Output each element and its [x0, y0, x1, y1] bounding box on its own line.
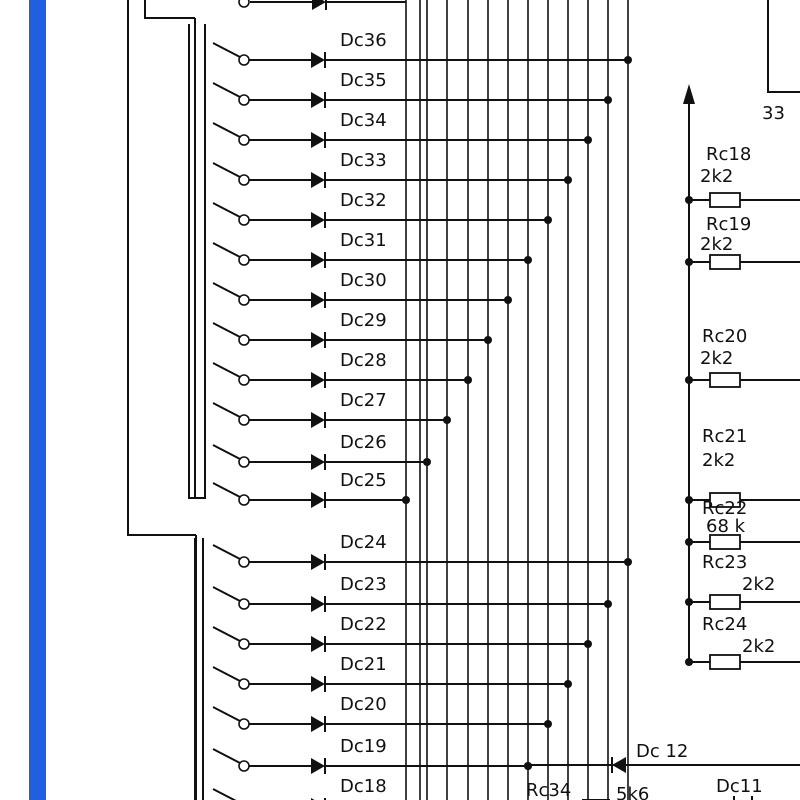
- junction-dot: [564, 680, 572, 688]
- switch-contact: [239, 0, 249, 7]
- diode-label: Dc34: [340, 110, 387, 131]
- diode-label: Dc35: [340, 70, 387, 91]
- switch-blade: [213, 627, 240, 641]
- switch-blade: [213, 123, 240, 137]
- junction-dot: [685, 258, 693, 266]
- diode-triangle: [311, 172, 325, 188]
- dc12-diode: [612, 757, 626, 773]
- diode-triangle: [311, 492, 325, 508]
- resistor-body: [710, 535, 740, 549]
- diode-label: Dc23: [340, 574, 387, 595]
- diode-triangle: [311, 92, 325, 108]
- diode-triangle: [311, 758, 325, 774]
- diode-label: Dc18: [340, 776, 387, 797]
- switch-contact: [239, 95, 249, 105]
- diode-label: Dc27: [340, 390, 387, 411]
- switch-blade: [213, 707, 240, 721]
- junction-dot: [584, 640, 592, 648]
- diode-triangle: [311, 52, 325, 68]
- diode-label: Dc25: [340, 470, 387, 491]
- switch-blade: [213, 203, 240, 217]
- diode-triangle: [312, 0, 326, 10]
- junction-dot: [624, 56, 632, 64]
- diode-triangle: [311, 292, 325, 308]
- junction-dot: [624, 558, 632, 566]
- diode-label: Dc20: [340, 694, 387, 715]
- switch-contact: [239, 557, 249, 567]
- switch-contact: [239, 175, 249, 185]
- diode-triangle: [311, 212, 325, 228]
- diode-label: Dc30: [340, 270, 387, 291]
- diode-triangle: [311, 132, 325, 148]
- switch-blade: [213, 587, 240, 601]
- diode-label: Dc24: [340, 532, 387, 553]
- switch-blade: [213, 749, 240, 763]
- bus-arrow: [683, 84, 695, 104]
- junction-dot: [464, 376, 472, 384]
- diode-label: Dc36: [340, 30, 387, 51]
- diode-label: Dc19: [340, 736, 387, 757]
- switch-contact: [239, 335, 249, 345]
- resistor-value: 2k2: [742, 636, 776, 657]
- junction-dot: [685, 658, 693, 666]
- switch-contact: [239, 135, 249, 145]
- diode-triangle: [311, 716, 325, 732]
- node-33-label: 33: [762, 103, 785, 124]
- diode-label: Dc21: [340, 654, 387, 675]
- dynamic-parts: [213, 0, 800, 800]
- resistor-body: [710, 595, 740, 609]
- resistor-body: [710, 373, 740, 387]
- rc34-label: Rc34: [526, 780, 572, 800]
- switch-contact: [239, 719, 249, 729]
- switch-blade: [213, 403, 240, 417]
- junction-dot: [584, 136, 592, 144]
- switch-contact: [239, 599, 249, 609]
- switch-contact: [239, 415, 249, 425]
- switch-contact: [239, 375, 249, 385]
- switch-blade: [213, 445, 240, 459]
- resistor-body: [710, 255, 740, 269]
- resistor-value: 2k2: [742, 574, 776, 595]
- junction-dot: [524, 762, 532, 770]
- switch-blade: [213, 283, 240, 297]
- diode-triangle: [311, 454, 325, 470]
- junction-dot: [484, 336, 492, 344]
- resistor-body: [710, 655, 740, 669]
- rc34-value: 5k6: [616, 784, 650, 800]
- diode-triangle: [311, 554, 325, 570]
- resistor-name: Rc19: [706, 214, 752, 235]
- diode-triangle: [311, 252, 325, 268]
- switch-contact: [239, 495, 249, 505]
- switch-contact: [239, 295, 249, 305]
- junction-dot: [685, 598, 693, 606]
- switch-contact: [239, 457, 249, 467]
- switch-blade: [213, 363, 240, 377]
- switch-contact: [239, 55, 249, 65]
- switch-contact: [239, 639, 249, 649]
- switch-blade: [213, 323, 240, 337]
- dc12-label: Dc 12: [636, 741, 689, 762]
- switch-blade: [213, 789, 240, 800]
- resistor-name: Rc23: [702, 552, 748, 573]
- switch-blade: [213, 243, 240, 257]
- top-right-block: [768, 0, 800, 92]
- diode-triangle: [311, 372, 325, 388]
- diode-label: Dc22: [340, 614, 387, 635]
- junction-dot: [685, 538, 693, 546]
- resistor-name: Rc20: [702, 326, 748, 347]
- diode-triangle: [311, 596, 325, 612]
- diode-label: Dc29: [340, 310, 387, 331]
- diode-triangle: [311, 636, 325, 652]
- junction-dot: [685, 376, 693, 384]
- resistor-body: [710, 193, 740, 207]
- frame-outline: [128, 0, 196, 800]
- switch-contact: [239, 255, 249, 265]
- resistor-value: 2k2: [700, 166, 734, 187]
- resistor-value: 2k2: [700, 348, 734, 369]
- static-wiring: [29, 0, 800, 800]
- dc11-label: Dc11: [716, 776, 763, 797]
- switch-blade: [213, 43, 240, 57]
- resistor-name: Rc24: [702, 614, 748, 635]
- resistor-name: Rc21: [702, 426, 748, 447]
- junction-dot: [423, 458, 431, 466]
- diode-triangle: [311, 676, 325, 692]
- switch-contact: [239, 679, 249, 689]
- resistor-value: 2k2: [700, 234, 734, 255]
- contact-bar-upper: [189, 24, 205, 498]
- junction-dot: [524, 256, 532, 264]
- resistor-value: 2k2: [702, 450, 736, 471]
- junction-dot: [402, 496, 410, 504]
- junction-dot: [443, 416, 451, 424]
- switch-blade: [213, 163, 240, 177]
- junction-dot: [604, 96, 612, 104]
- switch-blade: [213, 545, 240, 559]
- junction-dot: [504, 296, 512, 304]
- switch-blade: [213, 83, 240, 97]
- junction-dot: [604, 600, 612, 608]
- switch-blade: [213, 483, 240, 497]
- junction-dot: [685, 196, 693, 204]
- diode-triangle: [311, 332, 325, 348]
- resistor-name: Rc22: [702, 498, 748, 519]
- junction-dot: [685, 496, 693, 504]
- switch-contact: [239, 215, 249, 225]
- diode-triangle: [311, 412, 325, 428]
- diode-label: Dc26: [340, 432, 387, 453]
- switch-contact: [239, 761, 249, 771]
- junction-dot: [544, 720, 552, 728]
- diode-label: Dc33: [340, 150, 387, 171]
- resistor-name: Rc18: [706, 144, 752, 165]
- diode-label: Dc32: [340, 190, 387, 211]
- diode-label: Dc31: [340, 230, 387, 251]
- blue-edge-stripe: [29, 0, 46, 800]
- junction-dot: [544, 216, 552, 224]
- switch-blade: [213, 667, 240, 681]
- diode-label: Dc28: [340, 350, 387, 371]
- resistor-value: 68 k: [706, 516, 746, 537]
- junction-dot: [564, 176, 572, 184]
